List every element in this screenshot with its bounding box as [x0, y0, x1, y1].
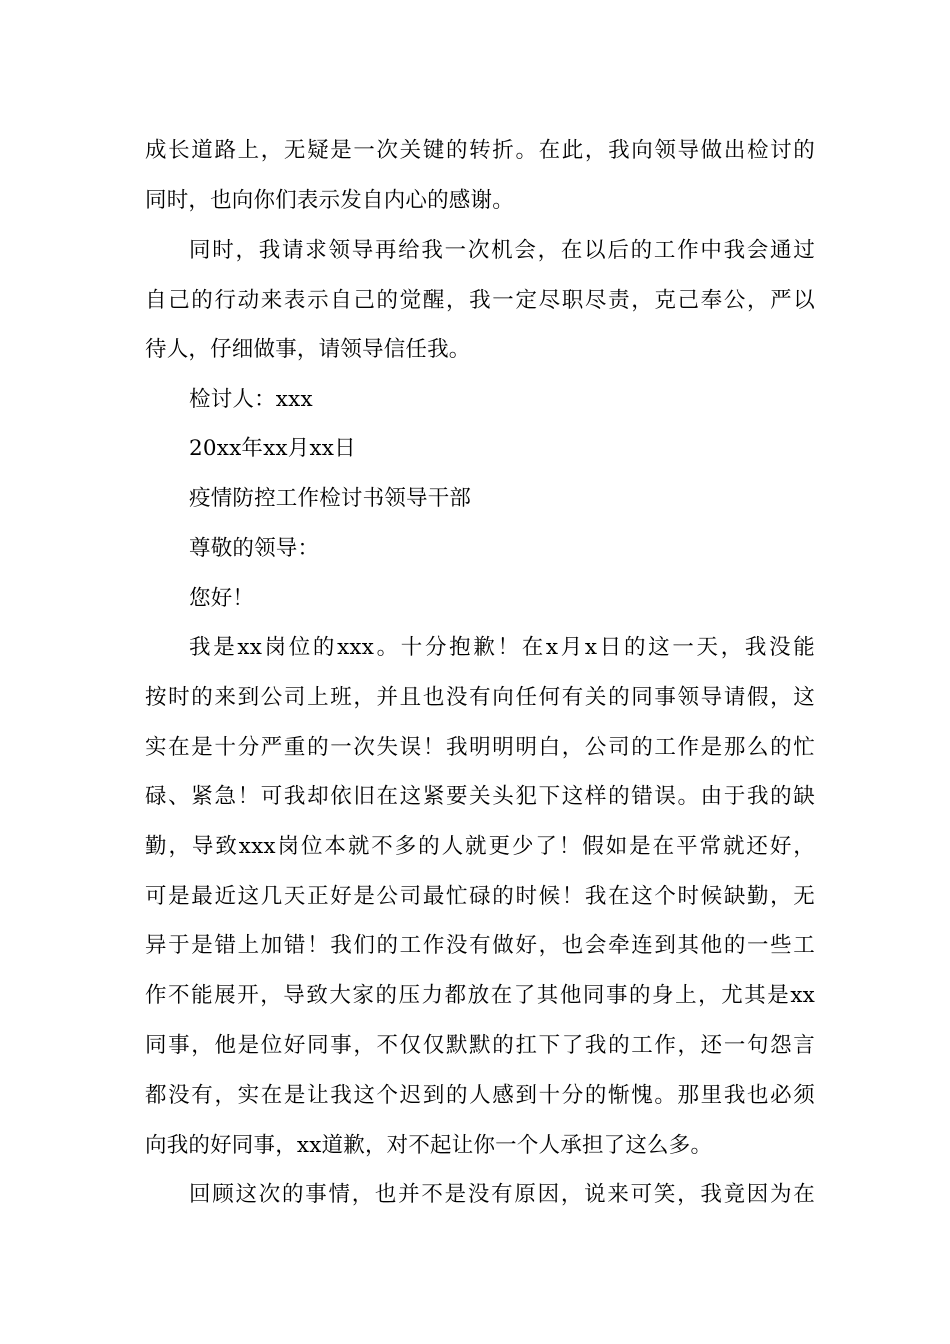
section-title: 疫情防控工作检讨书领导干部	[189, 486, 472, 511]
body-text-line: 可是最近这几天正好是公司最忙碌的时候！我在这个时候缺勤，无	[145, 884, 815, 909]
body-text-line: 都没有，实在是让我这个迟到的人感到十分的惭愧。那里我也必须	[145, 1083, 815, 1108]
salutation: 尊敬的领导：	[189, 536, 320, 561]
body-text-line: 作不能展开，导致大家的压力都放在了其他同事的身上，尤其是xx	[145, 983, 815, 1008]
body-text-line: 待人，仔细做事，请领导信任我。	[145, 337, 471, 362]
body-text-line: 成长道路上，无疑是一次关键的转折。在此，我向领导做出检讨的	[145, 138, 815, 163]
greeting: 您好！	[189, 586, 255, 611]
date-line: 20xx年xx月xx日	[189, 436, 356, 461]
body-text-line: 同事，他是位好同事，不仅仅默默的扛下了我的工作，还一句怨言	[145, 1033, 815, 1058]
body-text-line: 同时，也向你们表示发自内心的感谢。	[145, 188, 514, 213]
body-text-line: 按时的来到公司上班，并且也没有向任何有关的同事领导请假，这	[145, 685, 815, 710]
body-text-line: 我是xx岗位的xxx。十分抱歉！在x月x日的这一天，我没能	[189, 635, 815, 660]
body-text-line: 自己的行动来表示自己的觉醒，我一定尽职尽责，克己奉公，严以	[145, 288, 815, 313]
body-text-line: 实在是十分严重的一次失误！我明明明白，公司的工作是那么的忙	[145, 735, 815, 760]
body-text-line: 勤，导致xxx岗位本就不多的人就更少了！假如是在平常就还好，	[145, 834, 815, 859]
body-text-line: 异于是错上加错！我们的工作没有做好，也会牵连到其他的一些工	[145, 933, 815, 958]
body-text-line: 同时，我请求领导再给我一次机会，在以后的工作中我会通过	[189, 238, 815, 263]
body-text-line: 回顾这次的事情，也并不是没有原因，说来可笑，我竟因为在	[189, 1182, 815, 1207]
body-text-line: 碌、紧急！可我却依旧在这紧要关头犯下这样的错误。由于我的缺	[145, 784, 815, 809]
signature-line: 检讨人：xxx	[189, 387, 313, 412]
body-text-line: 向我的好同事，xx道歉，对不起让你一个人承担了这么多。	[145, 1133, 713, 1158]
